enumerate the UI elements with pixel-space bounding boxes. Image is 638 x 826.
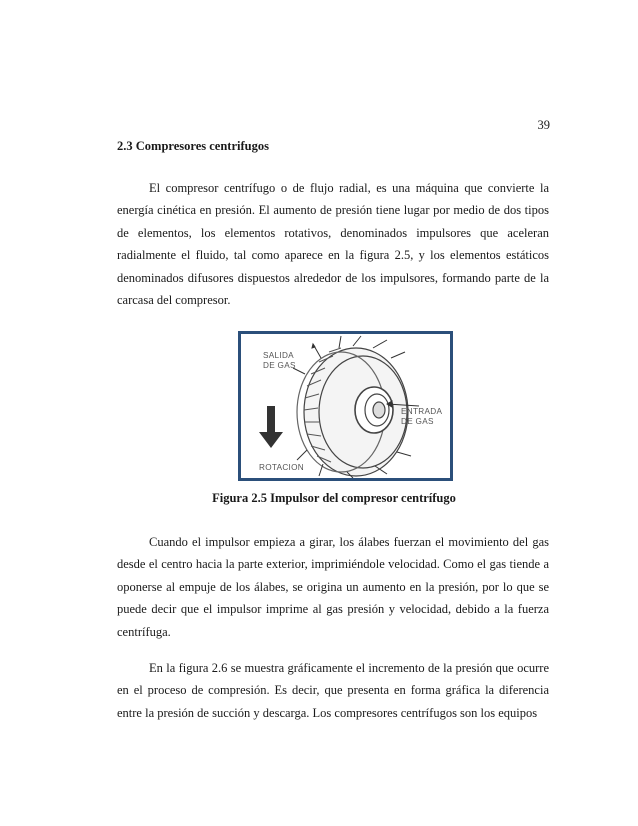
figure-label-salida-1: SALIDA bbox=[263, 351, 294, 360]
page-number: 39 bbox=[537, 118, 550, 132]
paragraph-1: El compresor centrífugo o de flujo radial, es una máquina que convierte la energía cinética en presión. El aumento de presión tiene lugar por medio de dos tipos de elementos, los elementos rotativos, denominados impulsores que aceleran radialmente el fluido, tal como aparece en la figura 2.5, y los elementos estáticos denominados difusores dispuestos alrededor de los impulsores, formando parte de la carcasa del compresor. bbox=[117, 181, 549, 308]
section-heading: 2.3 Compresores centrifugos bbox=[117, 139, 269, 153]
paragraph-2: Cuando el impulsor empieza a girar, los álabes fuerzan el movimiento del gas desde el centro hacia la parte exterior, imprimiéndole velocidad. Como el gas tiende a oponerse al empuje de los álabes, se origina un aumento en la presión, por lo que se puede decir que el impulsor imprime al gas presión y velocidad, debido a la fuerza centrífuga. bbox=[117, 535, 549, 639]
figure-impulsor bbox=[238, 331, 453, 481]
figure-label-entrada-2: DE GAS bbox=[401, 417, 434, 426]
figure-label-entrada-1: ENTRADA bbox=[401, 407, 443, 416]
paragraph-3: En la figura 2.6 se muestra gráficamente el incremento de la presión que ocurre en el proceso de compresión. Es decir, que presenta en forma gráfica la diferencia entre la presión de succión y descarga. Los compresores centrífugos son los equipos bbox=[117, 661, 549, 720]
figure-label-rotacion: ROTACION bbox=[259, 463, 305, 472]
impeller-drawing bbox=[297, 348, 408, 476]
figure-caption: Figura 2.5 Impulsor del compresor centrífugo bbox=[212, 491, 456, 505]
figure-label-salida-2: DE GAS bbox=[263, 361, 296, 370]
rotation-arrow bbox=[259, 406, 283, 448]
